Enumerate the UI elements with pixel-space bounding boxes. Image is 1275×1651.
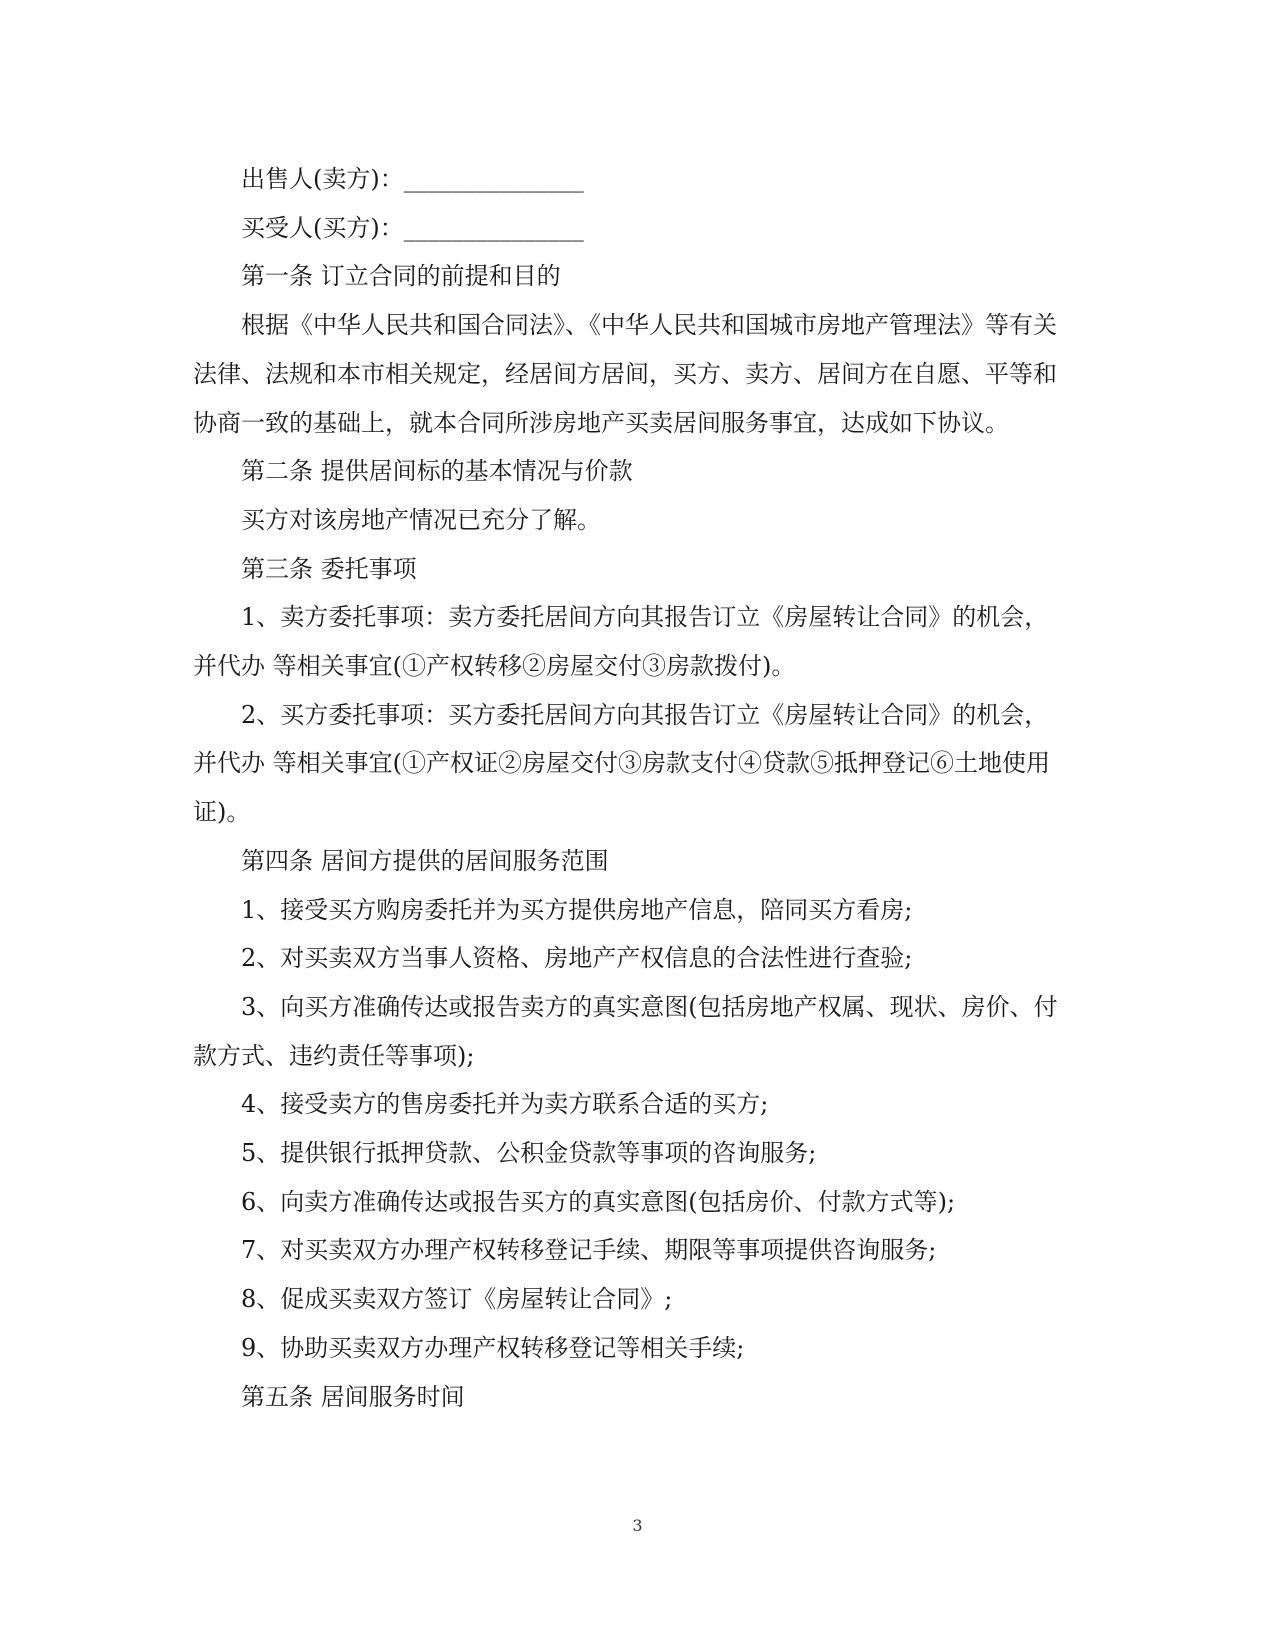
article-4-item: 3、向买方准确传达或报告卖方的真实意图(包括房地产权属、现状、房价、付款方式、违约责任等事项); — [193, 992, 1058, 1070]
article-3-item-1: 1、卖方委托事项：卖方委托居间方向其报告订立《房屋转让合同》的机会，并代办 等相关事宜(①产权转移②房屋交付③房款拨付)。 — [193, 603, 1049, 681]
buyer-line: 买受人(买方)：_______________ — [241, 213, 584, 242]
article-1-title: 第一条 订立合同的前提和目的 — [241, 262, 561, 291]
seller-line: 出售人(卖方)：_______________ — [241, 165, 584, 193]
article-2-paragraph: 买方对该房地产情况已充分了解。 — [241, 505, 601, 534]
article-3-item-2: 2、买方委托事项：买方委托居间方向其报告订立《房屋转让合同》的机会，并代办 等相关事宜(①产权证②房屋交付③房款支付④贷款⑤抵押登记⑥土地使用证)。 — [193, 700, 1050, 827]
article-4-item: 8、促成买卖双方签订《房屋转让合同》; — [241, 1285, 673, 1314]
article-2-title: 第二条 提供居间标的基本情况与价款 — [241, 457, 633, 486]
page-number: 3 — [632, 1516, 643, 1535]
article-4-title: 第四条 居间方提供的居间服务范围 — [241, 846, 609, 875]
article-4-item: 6、向卖方准确传达或报告买方的真实意图(包括房价、付款方式等); — [241, 1187, 956, 1216]
article-4-item: 5、提供银行抵押贷款、公积金贷款等事项的咨询服务; — [241, 1139, 817, 1168]
article-4-item: 1、接受买方购房委托并为买方提供房地产信息，陪同买方看房; — [241, 895, 913, 924]
article-4-item: 2、对买卖双方当事人资格、房地产产权信息的合法性进行查验; — [241, 944, 913, 973]
article-3-title: 第三条 委托事项 — [241, 554, 417, 583]
document-body — [193, 155, 1065, 1421]
article-4-item: 7、对买卖双方办理产权转移登记手续、期限等事项提供咨询服务; — [241, 1236, 937, 1265]
article-4-item: 4、接受卖方的售房委托并为卖方联系合适的买方; — [241, 1090, 769, 1119]
article-5-title: 第五条 居间服务时间 — [241, 1382, 465, 1411]
article-1-paragraph: 根据《中华人民共和国合同法》、《中华人民共和国城市房地产管理法》等有关法律、法规和本市相关规定，经居间方居间，买方、卖方、居间方在自愿、平等和协商一致的基础上，就本合同所涉房地产买卖居间服务事宜，达成如下协议。 — [193, 311, 1057, 437]
article-4-item: 9、协助买卖双方办理产权转移登记等相关手续; — [241, 1333, 745, 1362]
